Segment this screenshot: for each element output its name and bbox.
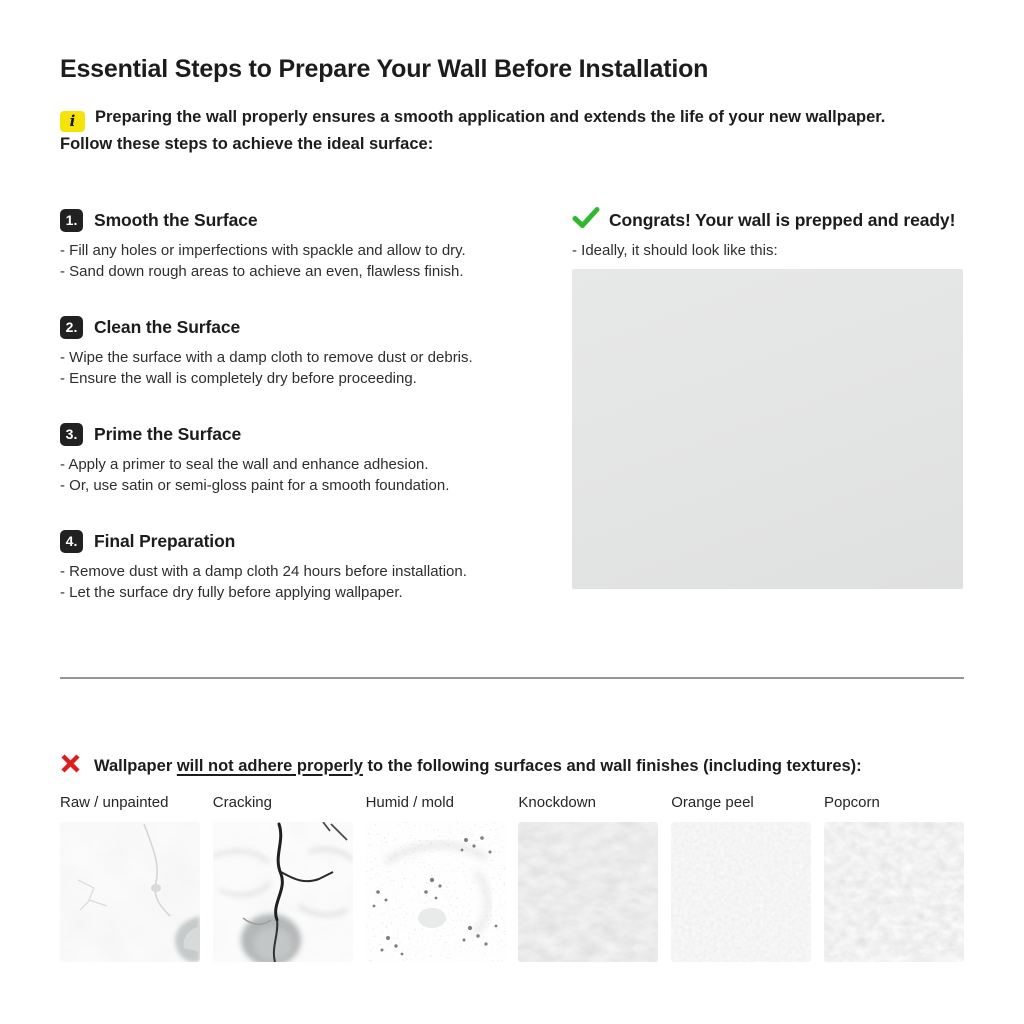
step-3-number-badge: 3. [60,423,83,446]
surface-raw-unpainted-image [60,822,200,962]
surface-label: Orange peel [671,794,754,811]
intro-line-1: Preparing the wall properly ensures a smooth application and extends the life of your new wallpaper. [95,108,886,126]
prepped-wall-image [572,269,963,589]
intro-line-2: Follow these steps to achieve the ideal surface: [60,134,434,153]
step-2-title: Clean the Surface [94,316,241,337]
surface-label: Raw / unpainted [60,794,169,811]
x-icon [60,753,81,779]
warning-section [60,754,964,962]
step-1-bullet-1: - Fill any holes or imperfections with spackle and allow to dry. [60,242,466,259]
surface-cracking-image [213,822,353,962]
warning-text: Wallpaper will not adhere properly to the following surfaces and wall finishes (including textures): [94,756,862,775]
step-1 [60,207,562,282]
step-2-bullet-2: - Ensure the wall is completely dry before proceeding. [60,370,417,387]
step-1-title: Smooth the Surface [94,209,258,230]
step-4 [60,528,562,603]
result-column [572,207,963,589]
info-icon: i [60,111,85,132]
surface-label: Knockdown [518,794,596,811]
step-3-bullet-1: - Apply a primer to seal the wall and enhance adhesion. [60,456,429,473]
surface-orange-peel [671,794,811,962]
check-icon [572,206,600,234]
step-4-bullet-2: - Let the surface dry fully before applying wallpaper. [60,584,403,601]
surface-label: Humid / mold [365,794,454,811]
step-3 [60,421,562,496]
page-title: Essential Steps to Prepare Your Wall Before Installation [60,55,709,83]
warning-emphasis: will not adhere properly [176,756,363,775]
section-divider [60,677,964,679]
steps-column [60,207,562,635]
surface-knockdown-image [518,822,658,962]
surface-orange-peel-image [671,822,811,962]
step-1-number-badge: 1. [60,209,83,232]
result-subtext: - Ideally, it should look like this: [572,242,778,259]
surface-raw-unpainted [60,794,200,962]
surface-humid-mold [366,794,506,962]
surface-label: Cracking [212,794,272,811]
step-2-number-badge: 2. [60,316,83,339]
surface-label: Popcorn [823,794,880,811]
step-2 [60,314,562,389]
result-heading: Congrats! Your wall is prepped and ready! [609,209,956,230]
surface-popcorn-image [824,822,964,962]
step-2-bullet-1: - Wipe the surface with a damp cloth to remove dust or debris. [60,349,473,366]
step-3-title: Prime the Surface [94,423,242,444]
surface-cracking [213,794,353,962]
bad-surfaces-row [60,794,964,962]
step-1-bullet-2: - Sand down rough areas to achieve an even, flawless finish. [60,263,464,280]
surface-knockdown [518,794,658,962]
step-4-bullet-1: - Remove dust with a damp cloth 24 hours before installation. [60,563,467,580]
step-4-title: Final Preparation [94,530,236,551]
surface-popcorn [824,794,964,962]
step-4-number-badge: 4. [60,530,83,553]
surface-humid-mold-image [366,822,506,962]
intro [60,105,970,156]
step-3-bullet-2: - Or, use satin or semi-gloss paint for a smooth foundation. [60,477,450,494]
